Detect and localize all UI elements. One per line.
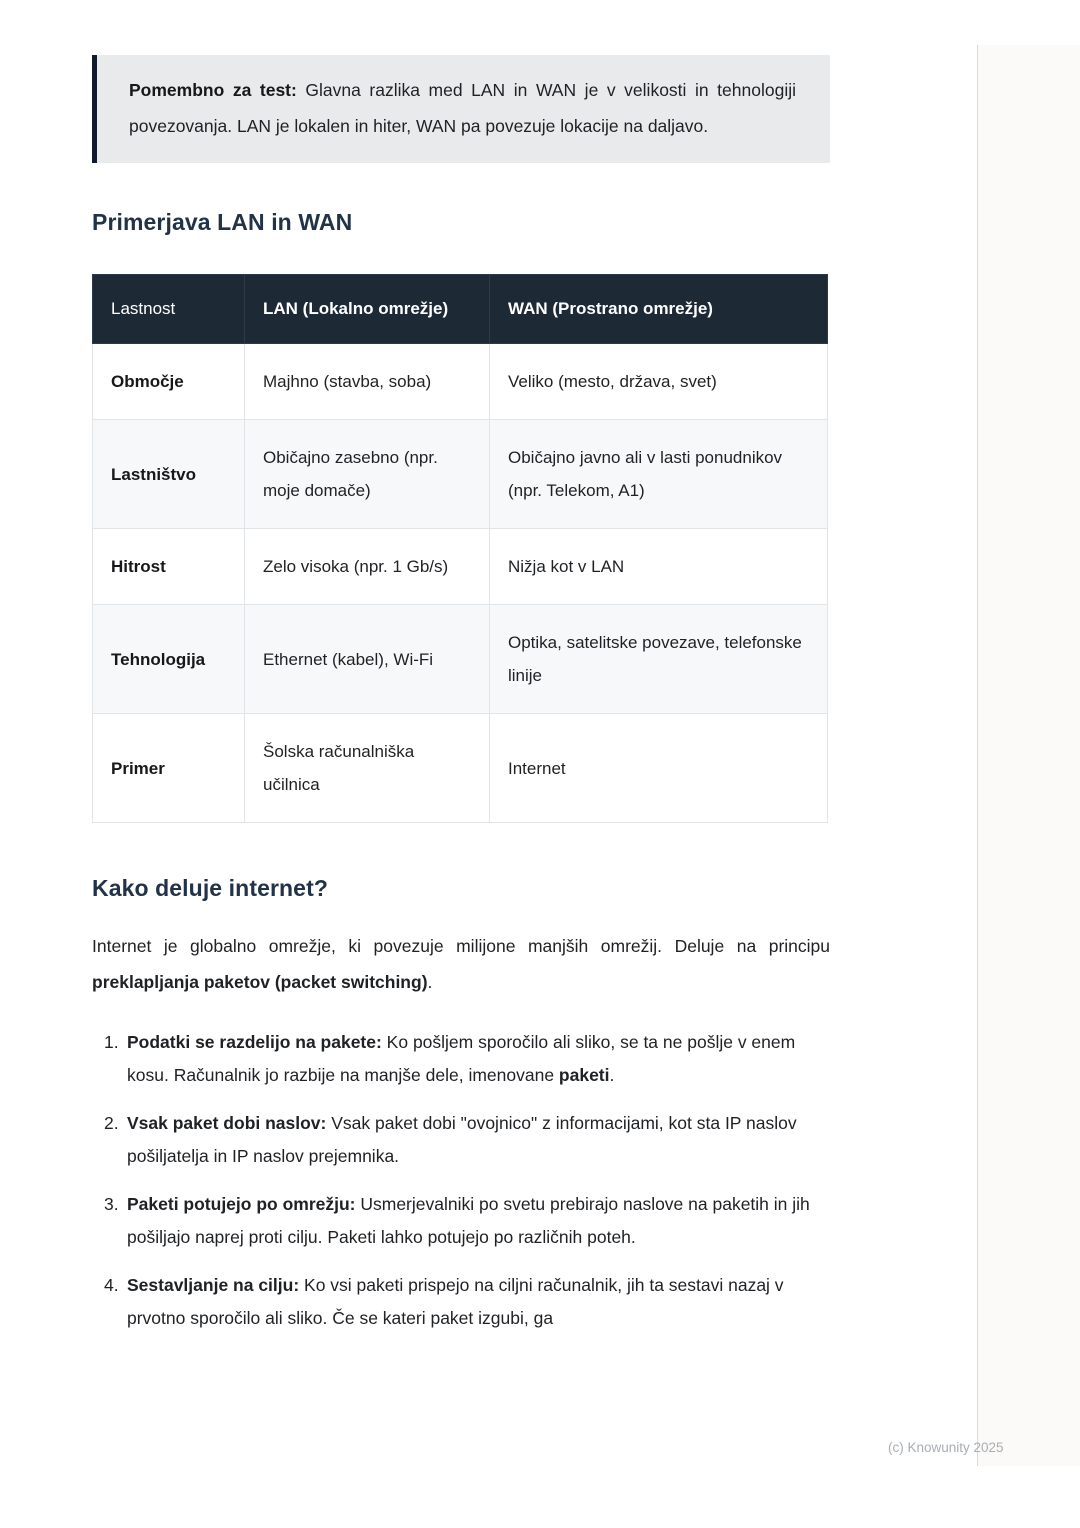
list-item-text [127,1107,830,1173]
list-item-text [127,1269,830,1335]
list-item-lead: Podatki se razdelijo na pakete: [127,1032,382,1052]
table-cell: Veliko (mesto, država, svet) [490,344,828,420]
table-row [93,605,828,714]
intro-text-pre: Internet je globalno omrežje, ki povezuje milijone manjših omrežij. Deluje na principu [92,936,830,956]
table-cell: Optika, satelitske povezave, telefonske linije [490,605,828,714]
packet-switching-list [92,1026,830,1335]
list-item-lead: Paketi potujejo po omrežju: [127,1194,356,1214]
lan-wan-comparison-table [92,274,828,823]
list-item-text [127,1026,830,1092]
row-label: Lastništvo [93,420,245,529]
list-item-body: Ko pošljem sporočilo ali sliko, se ta ne pošlje v enem kosu. Računalnik jo razbije na manjše dele, imenovane [127,1032,796,1085]
table-row [93,344,828,420]
knowunity-watermark: (c) Knowunity 2025 [888,1440,1004,1455]
row-label: Območje [93,344,245,420]
table-cell: Običajno javno ali v lasti ponudnikov (npr. Telekom, A1) [490,420,828,529]
table-row [93,420,828,529]
table-header-lan: LAN (Lokalno omrežje) [245,275,490,344]
table-header-row [93,275,828,344]
row-label: Hitrost [93,529,245,605]
list-item-body-end: . [609,1065,615,1085]
list-item [104,1107,830,1173]
table-cell: Majhno (stavba, soba) [245,344,490,420]
internet-intro-paragraph [92,928,830,1000]
table-row [93,529,828,605]
callout-body-text: Glavna razlika med LAN in WAN je v velikosti in tehnologiji povezovanja. LAN je lokalen in hiter, WAN pa povezuje lokacije na daljavo. [129,80,796,136]
page-right-gutter [977,45,1080,1466]
list-item-body: Vsak paket dobi "ovojnico" z informacijami, kot sta IP naslov pošiljatelja in IP naslov prejemnika. [127,1113,797,1166]
list-item [104,1188,830,1254]
list-item-body: Usmerjevalniki po svetu prebirajo naslove na paketih in jih pošiljajo naprej proti cilju. Paketi lahko potujejo po različnih poteh. [127,1194,810,1247]
list-item [104,1269,830,1335]
section-title-internet: Kako deluje internet? [92,875,328,901]
list-item-number: 3. [104,1194,119,1214]
list-item-bold: paketi [558,1065,610,1085]
row-label: Tehnologija [93,605,245,714]
list-item-body: Ko vsi paketi prispejo na ciljni računalnik, jih ta sestavi nazaj v prvotno sporočilo ali sliko. Če se kateri paket izgubi, ga [127,1275,784,1328]
table-cell: Internet [490,714,828,823]
callout-lead-text: Pomembno za test: [129,80,297,100]
table-cell: Ethernet (kabel), Wi-Fi [245,605,490,714]
table-cell: Običajno zasebno (npr. moje domače) [245,420,490,529]
list-item-lead: Vsak paket dobi naslov: [127,1113,327,1133]
table-header-wan: WAN (Prostrano omrežje) [490,275,828,344]
list-item-number: 1. [104,1032,119,1052]
list-item-lead: Sestavljanje na cilju: [127,1275,300,1295]
list-item-text [127,1188,830,1254]
table-cell: Nižja kot v LAN [490,529,828,605]
important-note-callout [92,55,830,163]
table-header-lastnost: Lastnost [93,275,245,344]
list-item [104,1026,830,1092]
table-cell: Šolska računalniška učilnica [245,714,490,823]
intro-text-bold: preklapljanja paketov (packet switching) [92,972,428,992]
table-cell: Zelo visoka (npr. 1 Gb/s) [245,529,490,605]
list-item-number: 4. [104,1275,119,1295]
list-item-number: 2. [104,1113,119,1133]
row-label: Primer [93,714,245,823]
intro-text-post: . [427,972,433,992]
document-content [92,0,830,1350]
section-title-compare: Primerjava LAN in WAN [92,209,353,235]
table-row [93,714,828,823]
